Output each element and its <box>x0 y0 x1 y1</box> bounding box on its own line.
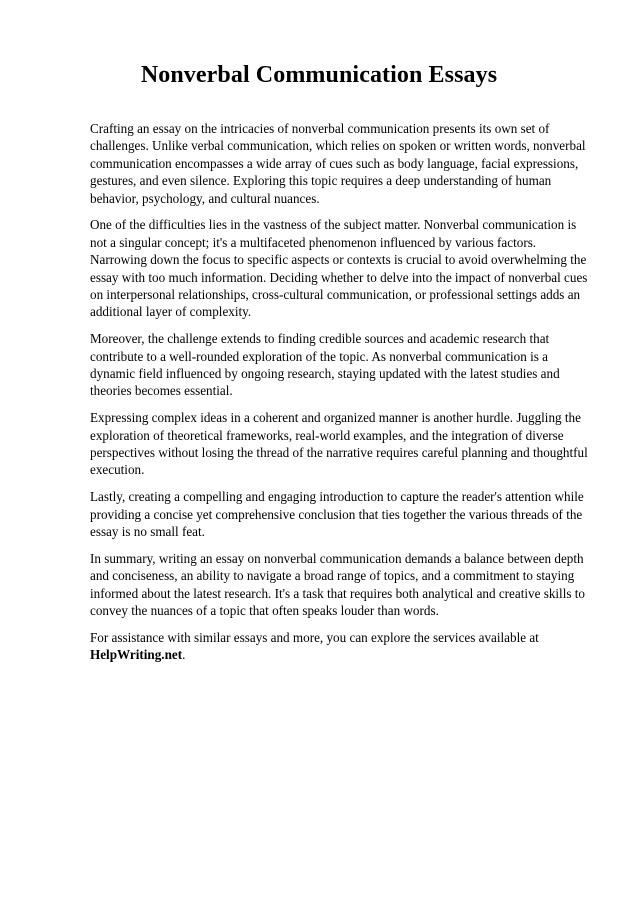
closing-paragraph <box>90 629 596 664</box>
paragraph-5: Lastly, creating a compelling and engaging introduction to capture the reader's attention while providing a concise yet comprehensive conclusion that ties together the various threads of the essay is no small feat. <box>90 489 584 540</box>
paragraph-6: In summary, writing an essay on nonverbal communication demands a balance between depth and conciseness, an ability to navigate a broad range of topics, and a commitment to staying informed about the latest research. It's a task that requires both analytical and creative skills to convey the nuances of a topic that often speaks louder than words. <box>90 550 585 619</box>
document-body <box>90 120 596 673</box>
paragraph-3: Moreover, the challenge extends to finding credible sources and academic research that contribute to a well-rounded exploration of the topic. As nonverbal communication is a dynamic field influenced by ongoing research, staying updated with the latest studies and theories becomes essential. <box>90 331 560 399</box>
paragraph-4: Expressing complex ideas in a coherent and organized manner is another hurdle. Juggling the exploration of theoretical frameworks, real-world examples, and the integration of diverse perspectives without losing the thread of the narrative requires careful planning and thoughtful execution. <box>90 410 588 478</box>
helpwriting-link[interactable]: HelpWriting.net <box>90 647 183 663</box>
closing-text: For assistance with similar essays and more, you can explore the services available at <box>90 629 539 645</box>
page-title: Nonverbal Communication Essays <box>140 62 498 88</box>
paragraph-1: Crafting an essay on the intricacies of nonverbal communication presents its own set of challenges. Unlike verbal communication, which relies on spoken or written words, nonverbal communication encompasses a wide array of cues such as body language, facial expressions, gestures, and even silence. Exploring this topic requires a deep understanding of human behavior, psychology, and cultural nuances. <box>90 121 586 206</box>
closing-period: . <box>182 647 186 663</box>
paragraph-2: One of the difficulties lies in the vastness of the subject matter. Nonverbal communication is not a singular concept; it's a multifaceted phenomenon influenced by various factors. Narrowing down the focus to specific aspects or contexts is crucial to avoid overwhelming the essay with too much information. Deciding whether to delve into the impact of nonverbal cues on interpersonal relationships, cross-cultural communication, or professional settings adds an additional layer of complexity. <box>90 217 588 320</box>
